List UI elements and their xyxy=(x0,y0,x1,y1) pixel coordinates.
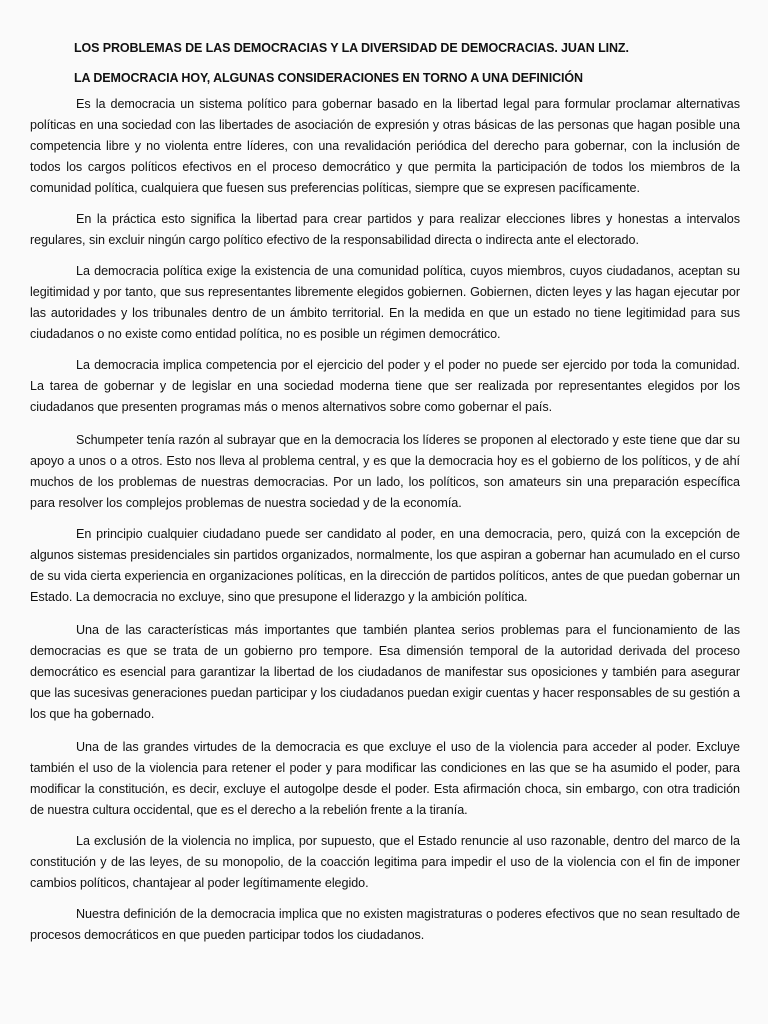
paragraph-1: Es la democracia un sistema político para gobernar basado en la libertad legal para formular proclamar alternativas políticas en una sociedad con las libertades de asociación de expresión y otras básicas de las personas que hagan posible una competencia libre y no violenta entre líderes, con una revalidación periódica del derecho para gobernar, con la inclusión de todos los cargos políticos efectivos en el proceso democrático y que permita la participación de todos los miembros de la comunidad política, cualquiera que fuesen sus preferencias políticas, siempre que se expresen pacíficamente. xyxy=(30,97,740,195)
paragraph-10: Nuestra definición de la democracia implica que no existen magistraturas o poderes efectivos que no sean resultado de procesos democráticos en que pueden participar todos los ciudadanos. xyxy=(30,907,740,942)
document-subtitle: LA DEMOCRACIA HOY, ALGUNAS CONSIDERACIONES EN TORNO A UNA DEFINICIÓN xyxy=(74,71,583,85)
document-title: LOS PROBLEMAS DE LAS DEMOCRACIAS Y LA DIVERSIDAD DE DEMOCRACIAS. JUAN LINZ. xyxy=(74,41,629,55)
paragraph-6: En principio cualquier ciudadano puede ser candidato al poder, en una democracia, pero, quizá con la excepción de algunos sistemas presidenciales sin partidos organizados, normalmente, los que aspiran a gobernar han acumulado en el curso de su vida cierta experiencia en organizaciones políticas, en la dirección de partidos políticos, antes de que puedan gobernar un Estado. La democracia no excluye, sino que presupone el liderazgo y la ambición política. xyxy=(30,527,740,604)
paragraph-3: La democracia política exige la existencia de una comunidad política, cuyos miembros, cuyos ciudadanos, aceptan su legitimidad y por tanto, que sus representantes libremente elegidos gobiernen. Gobiernen, dicten leyes y las hagan ejecutar por las autoridades y los tribunales dentro de un ámbito territorial. En la medida en que un estado no tiene legitimidad para sus ciudadanos o no existe como entidad política, no es posible un régimen democrático. xyxy=(30,264,740,341)
paragraph-9: La exclusión de la violencia no implica, por supuesto, que el Estado renuncie al uso razonable, dentro del marco de la constitución y de las leyes, de su monopolio, de la coacción legitima para impedir el uso de la violencia con el fin de imponer cambios políticos, chantajear al poder legítimamente elegido. xyxy=(30,834,740,890)
paragraph-8: Una de las grandes virtudes de la democracia es que excluye el uso de la violencia para acceder al poder. Excluye también el uso de la violencia para retener el poder y para modificar las condiciones en las que se ha asumido el poder, para modificar la constitución, es decir, excluye el autogolpe desde el poder. Esta afirmación choca, sin embargo, con otra tradición de nuestra cultura occidental, que es el derecho a la rebelión frente a la tiranía. xyxy=(30,740,740,817)
paragraph-4: La democracia implica competencia por el ejercicio del poder y el poder no puede ser ejercido por toda la comunidad. La tarea de gobernar y de legislar en una sociedad moderna tiene que ser realizada por representantes elegidos por los ciudadanos que presenten programas más o menos alternativos sobre como gobernar el país. xyxy=(30,358,740,414)
paragraph-2: En la práctica esto significa la libertad para crear partidos y para realizar elecciones libres y honestas a intervalos regulares, sin excluir ningún cargo político efectivo de la responsabilidad directa o indirecta ante el electorado. xyxy=(30,212,740,247)
paragraph-5: Schumpeter tenía razón al subrayar que en la democracia los líderes se proponen al electorado y este tiene que dar su apoyo a unos o a otros. Esto nos lleva al problema central, y es que la democracia hoy es el gobierno de los políticos, y de ahí muchos de los problemas de nuestras democracias. Por un lado, los políticos, son amateurs sin una preparación específica para resolver los complejos problemas de nuestra sociedad y de la economía. xyxy=(30,433,740,510)
paragraph-7: Una de las características más importantes que también plantea serios problemas para el funcionamiento de las democracias es que se trata de un gobierno pro tempore. Esa dimensión temporal de la autoridad derivada del proceso democrático es esencial para garantizar la libertad de los ciudadanos de manifestar sus oposiciones y también para asegurar que las sucesivas generaciones puedan participar y los ciudadanos puedan exigir cuentas y hacer responsables de su gestión a los que ha gobernado. xyxy=(30,623,740,721)
